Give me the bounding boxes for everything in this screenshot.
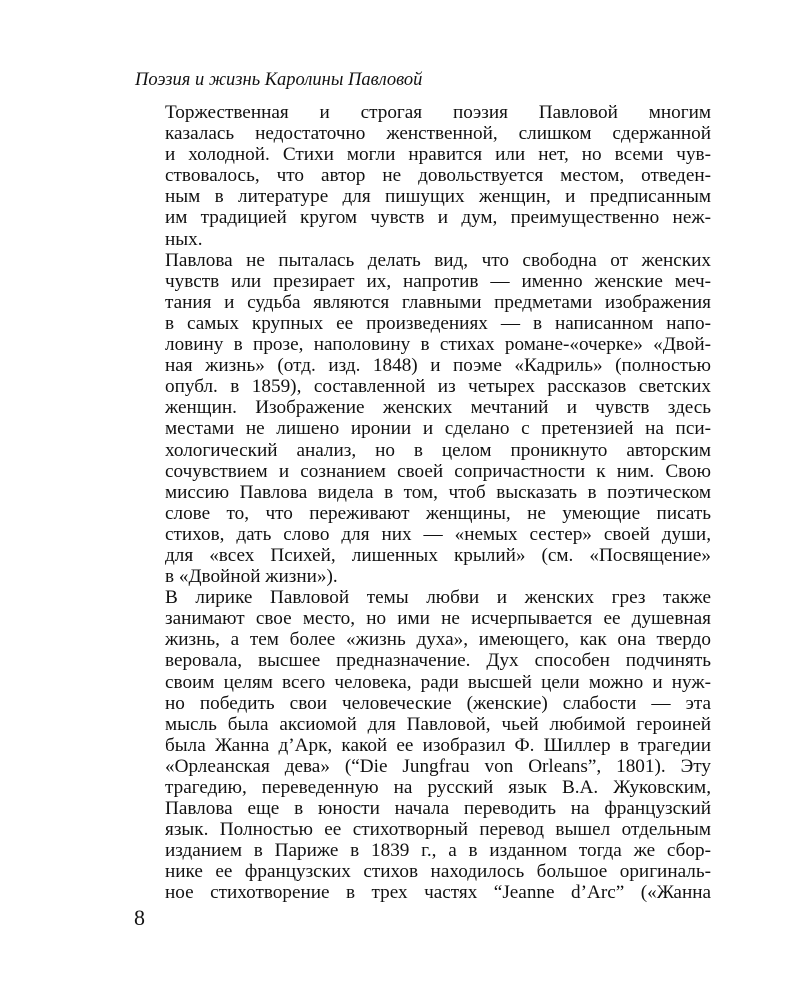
text-line: В лирике Павловой темы любви и женских грез также xyxy=(165,587,711,609)
paragraph-3 xyxy=(135,587,711,903)
text-line: чувств или презирает их, напротив — именно женские меч- xyxy=(165,270,711,292)
text-line: стихов, дать слово для них — «немых сестер» своей души, xyxy=(165,523,711,545)
page-number: 8 xyxy=(134,905,145,930)
text-line: занимают свое место, но ими не исчерпывается ее душевная xyxy=(165,608,711,630)
paragraph-1 xyxy=(135,102,711,250)
text-line: и холодной. Стихи могли нравится или нет, но всеми чув- xyxy=(165,144,711,166)
text-line: изданием в Париже в 1839 г., а в изданном тогда же сбор- xyxy=(165,840,711,862)
text-line: миссию Павлова видела в том, чтоб высказать в поэтическом xyxy=(165,481,711,503)
text-line: нике ее французских стихов находилось большое оригиналь- xyxy=(165,861,711,883)
text-line: им традицией кругом чувств и дум, преимущественно неж- xyxy=(165,207,711,229)
text-line: хологический анализ, но в целом проникнуто авторским xyxy=(165,439,711,461)
text-line: ная жизнь» (отд. изд. 1848) и поэме «Кадриль» (полностью xyxy=(165,355,711,377)
text-line: жизнь, а тем более «жизнь духа», имеющего, как она твердо xyxy=(165,629,711,651)
text-line: местами не лишено иронии и сделано с претензией на пси- xyxy=(165,418,711,440)
text-line: ствовалось, что автор не довольствуется местом, отведен- xyxy=(165,165,711,187)
text-line: для «всех Психей, лишенных крылий» (см. «Посвящение» xyxy=(165,544,711,566)
text-line: в самых крупных ее произведениях — в написанном напо- xyxy=(165,312,711,334)
text-line: опубл. в 1859), составленной из четырех рассказов светских xyxy=(165,376,711,398)
text-line: слове то, что переживают женщины, не умеющие писать xyxy=(165,502,711,524)
text-line: ным в литературе для пишущих женщин, и предписанным xyxy=(165,186,711,208)
text-line: трагедию, переведенную на русский язык В.А. Жуковским, xyxy=(165,777,711,798)
paragraph-2 xyxy=(135,250,711,588)
text-line: мысль была аксиомой для Павловой, чьей любимой героиней xyxy=(165,713,711,735)
text-line: ных. xyxy=(165,228,203,250)
text-line: ловину в прозе, наполовину в стихах романе-«очерке» «Двой- xyxy=(165,334,711,356)
text-line: веровала, высшее предназначение. Дух способен подчинять xyxy=(165,650,711,672)
text-line: Торжественная и строгая поэзия Павловой многим xyxy=(165,102,711,123)
text-line: «Орлеанская дева» (“Die Jungfrau von Orleans”, 1801). Эту xyxy=(165,755,711,777)
text-line: была Жанна д’Арк, какой ее изобразил Ф. Шиллер в трагедии xyxy=(165,734,711,756)
text-line: но победить свои человеческие (женские) слабости — эта xyxy=(165,692,711,714)
text-line: сочувствием и сознанием своей сопричастности к ним. Свою xyxy=(165,460,711,482)
running-head: Поэзия и жизнь Каролины Павловой xyxy=(135,70,423,90)
text-line: Павлова не пыталась делать вид, что свободна от женских xyxy=(165,249,711,271)
text-line: Павлова еще в юности начала переводить на французский xyxy=(165,798,711,820)
body-text xyxy=(135,102,711,904)
text-line: своим целям всего человека, ради высшей цели можно и нуж- xyxy=(165,671,711,693)
text-line: казалась недостаточно женственной, слишком сдержанной xyxy=(165,123,711,145)
text-line: женщин. Изображение женских мечтаний и чувств здесь xyxy=(165,397,711,419)
text-line: ное стихотворение в трех частях “Jeanne d’Arc” («Жанна xyxy=(165,882,711,904)
text-line: язык. Полностью ее стихотворный перевод вышел отдельным xyxy=(165,819,711,841)
text-line: тания и судьба являются главными предметами изображения xyxy=(165,291,711,313)
text-line: в «Двойной жизни»). xyxy=(165,566,338,588)
